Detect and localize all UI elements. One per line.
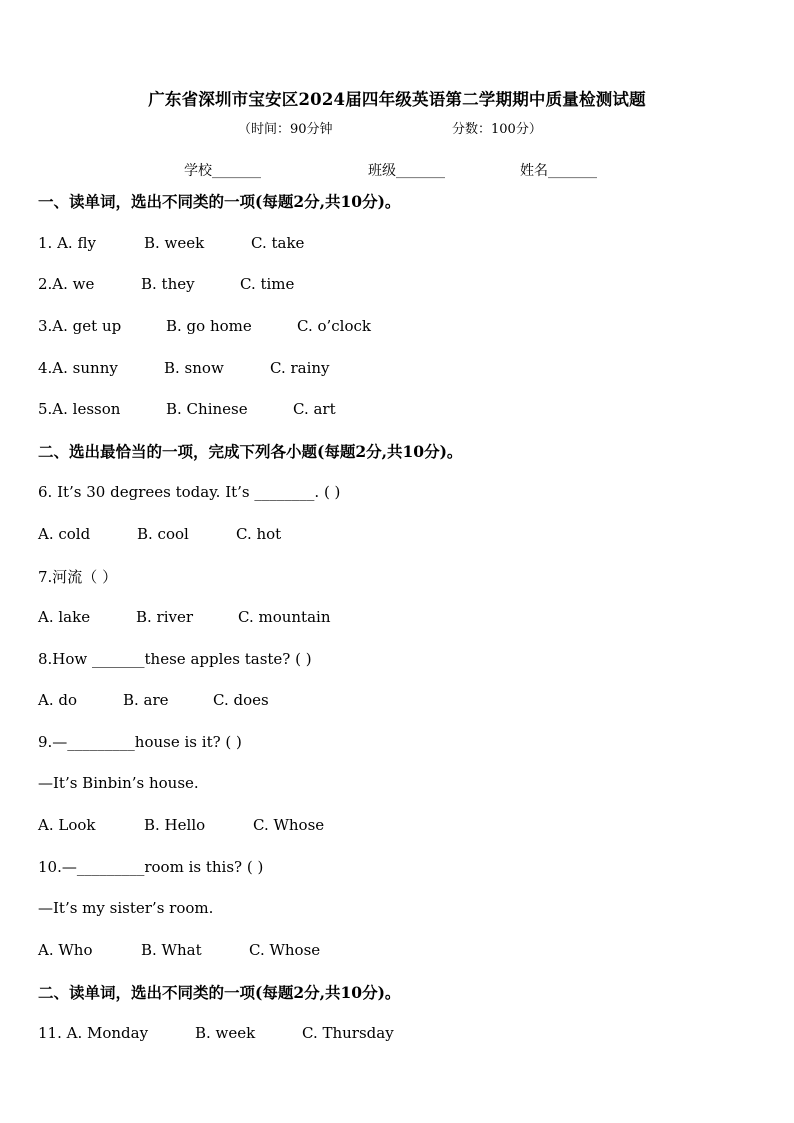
option-c: C. rainy [270,359,330,377]
option-a: A. Look [38,816,96,834]
option-b: B. snow [164,359,224,377]
option-a: A. cold [38,525,91,543]
question-9-stem: 9.—_________house is it? ( ) [38,733,242,751]
option-a: 11. A. Monday [38,1024,149,1042]
class-field: 班级_______ [368,163,445,179]
option-a: 5.A. lesson [38,400,121,418]
option-c: C. hot [236,525,282,543]
option-b: B. week [195,1024,256,1042]
option-a: A. Who [38,941,93,959]
question-7-stem: 7.河流（ ） [38,568,118,586]
exam-score: 分数：100分） [452,122,542,137]
option-b: B. week [144,234,205,252]
question-10-stem: 10.—_________room is this? ( ) [38,858,264,876]
option-a: 1. A. fly [38,234,96,252]
question-6-stem: 6. It’s 30 degrees today. It’s ________. ( ) [38,483,341,501]
option-a: 3.A. get up [38,317,122,335]
name-field: 姓名_______ [520,163,597,179]
school-field: 学校_______ [184,163,261,179]
option-c: C. Whose [253,816,325,834]
option-c: C. does [213,691,269,709]
option-c: C. o’clock [297,317,371,335]
question-8-stem: 8.How _______these apples taste? ( ) [38,650,312,668]
section-heading: 二、读单词，选出不同类的一项(每题2分,共10分)。 [38,983,401,1002]
option-c: C. art [293,400,336,418]
option-b: B. cool [137,525,189,543]
question-9-answer: —It’s Binbin’s house. [38,774,199,792]
option-a: 4.A. sunny [38,359,118,377]
option-c: C. Thursday [302,1024,394,1042]
option-a: A. do [38,691,78,709]
exam-title: 广东省深圳市宝安区2024届四年级英语第二学期期中质量检测试题 [148,90,646,109]
section-heading: 一、读单词，选出不同类的一项(每题2分,共10分)。 [38,192,401,211]
exam-time: （时间：90分钟 [238,122,333,137]
option-a: A. lake [38,608,91,626]
option-b: B. Chinese [166,400,248,418]
option-a: 2.A. we [38,275,95,293]
option-c: C. time [240,275,295,293]
section-heading: 二、选出最恰当的一项，完成下列各小题(每题2分,共10分)。 [38,442,463,461]
option-b: B. river [136,608,194,626]
option-b: B. Hello [144,816,206,834]
question-10-answer: —It’s my sister’s room. [38,899,214,917]
option-c: C. Whose [249,941,321,959]
option-b: B. are [123,691,169,709]
option-b: B. they [141,275,195,293]
option-b: B. What [141,941,202,959]
option-c: C. mountain [238,608,331,626]
option-c: C. take [251,234,305,252]
option-b: B. go home [166,317,252,335]
